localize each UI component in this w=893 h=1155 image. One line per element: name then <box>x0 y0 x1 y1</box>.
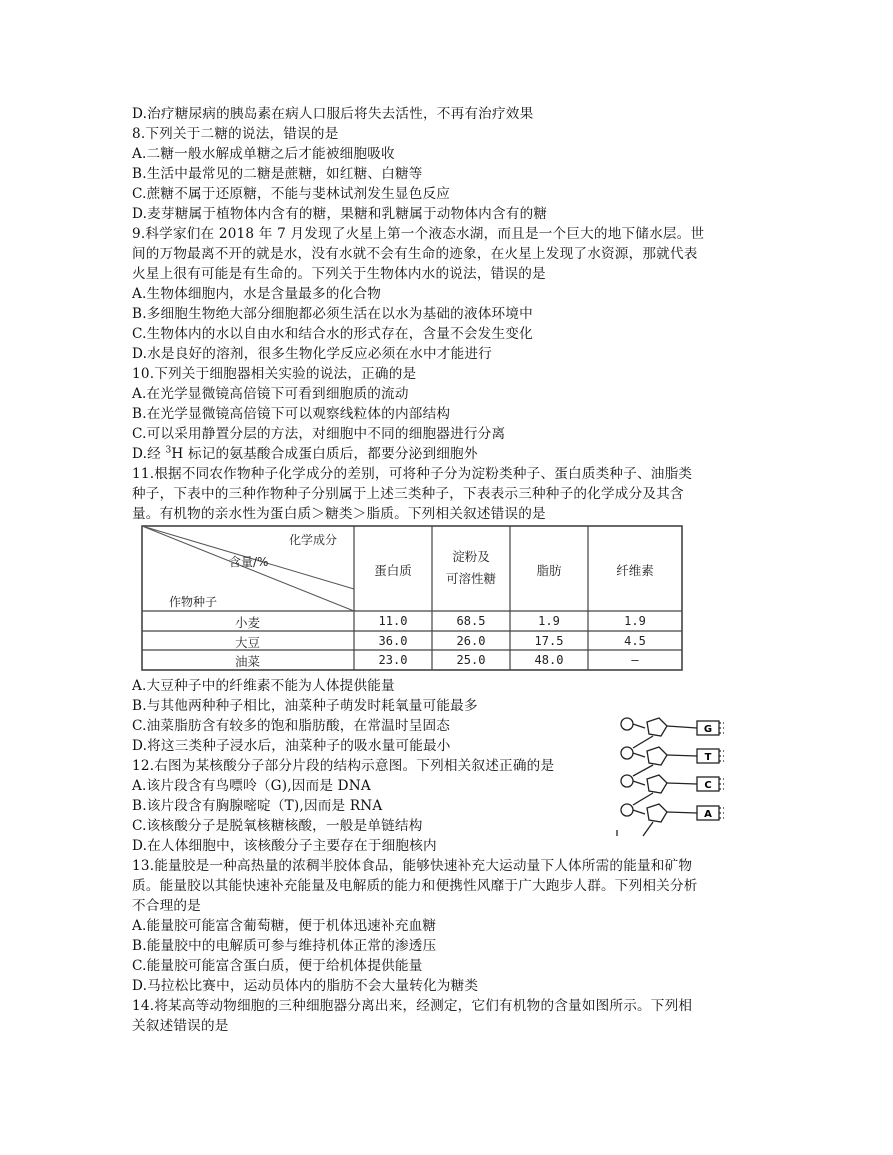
q10-option-d <box>132 444 478 464</box>
q10-option-b: B.在光学显微镜高倍镜下可以观察线粒体的内部结构 <box>132 406 451 422</box>
diag-header-top: 化学成分 <box>289 533 338 547</box>
base-label-g: G <box>703 724 713 735</box>
q13-option-b: B.能量胶中的电解质可参与维持机体正常的渗透压 <box>132 938 437 954</box>
diag-header-bottom: 作物种子 <box>169 595 218 609</box>
table-cell: 1.9 <box>538 614 560 628</box>
q9-option-b: B.多细胞生物绝大部分细胞都必须生活在以水为基础的液体环境中 <box>132 306 533 322</box>
q10-stem: 10.下列关于细胞器相关实验的说法，正确的是 <box>132 366 417 382</box>
q7-option-d: D.治疗糖尿病的胰岛素在病人口服后将失去活性，不再有治疗效果 <box>132 106 534 122</box>
q9-option-a: A.生物体细胞内，水是含量最多的化合物 <box>132 286 382 302</box>
q13-stem-line2: 质。能量胶以其能快速补充能量及电解质的能力和便携性风靡于广大跑步人群。下列相关分析 <box>132 878 698 894</box>
q10-d-superscript: 3 <box>165 445 172 456</box>
diag-header-mid: 含量/% <box>229 555 269 569</box>
row-label-wheat: 小麦 <box>234 615 260 630</box>
nucleotide-chain-figure <box>613 712 753 842</box>
q8-option-d: D.麦芽糖属于植物体内含有的糖，果糖和乳糖属于动物体内含有的糖 <box>132 206 548 222</box>
q9-stem-line2: 间的万物最离不开的就是水，没有水就不会有生命的迹象，在火星上发现了水资源，那就代表 <box>132 246 698 262</box>
q14-stem-line1: 14.将某高等动物细胞的三种细胞器分离出来，经测定，它们有机物的含量如图所示。下列相 <box>132 998 693 1014</box>
table-cell: 17.5 <box>534 634 564 648</box>
table-cell: 4.5 <box>624 634 646 648</box>
q11-stem-line3: 量。有机物的亲水性为蛋白质＞糖类＞脂质。下列相关叙述错误的是 <box>132 506 546 522</box>
row-label-rapeseed: 油菜 <box>234 654 260 669</box>
table-cell: 36.0 <box>378 634 408 648</box>
q11-option-c: C.油菜脂肪含有较多的饱和脂肪酸，在常温时呈固态 <box>132 718 451 734</box>
base-label-c: C <box>704 780 712 791</box>
q12-option-c: C.该核酸分子是脱氧核糖核酸，一般是单链结构 <box>132 818 423 834</box>
q13-option-d: D.马拉松比赛中，运动员体内的脂肪不会大量转化为糖类 <box>132 978 479 994</box>
col-header-protein: 蛋白质 <box>374 563 412 578</box>
q11-stem-line2: 种子，下表中的三种作物种子分别属于上述三类种子，下表表示三种种子的化学成分及其含 <box>132 486 684 502</box>
table-cell: — <box>631 653 639 667</box>
q12-stem: 12.右图为某核酸分子部分片段的结构示意图。下列相关叙述正确的是 <box>132 758 555 774</box>
col-header-starch-line2: 可溶性糖 <box>445 571 496 586</box>
q10-option-a: A.在光学显微镜高倍镜下可看到细胞质的流动 <box>132 386 409 402</box>
q8-option-b: B.生活中最常见的二糖是蔗糖，如红糖、白糖等 <box>132 166 423 182</box>
q8-option-c: C.蔗糖不属于还原糖，不能与斐林试剂发生显色反应 <box>132 186 451 202</box>
q11-stem-line1: 11.根据不同农作物种子化学成分的差别，可将种子分为淀粉类种子、蛋白质类种子、油脂类 <box>132 466 693 482</box>
q9-stem-line1: 9.科学家们在 2018 年 7 月发现了火星上第一个液态水湖，而且是一个巨大的地下储水层。世 <box>132 226 705 242</box>
col-header-fat: 脂肪 <box>536 563 562 578</box>
table-cell: 11.0 <box>378 614 408 628</box>
q11-option-a: A.大豆种子中的纤维素不能为人体提供能量 <box>132 678 395 694</box>
table-cell: 25.0 <box>456 653 486 667</box>
q12-option-d: D.在人体细胞中，该核酸分子主要存在于细胞核内 <box>132 838 437 854</box>
q8-option-a: A.二糖一般水解成单糖之后才能被细胞吸收 <box>132 146 395 162</box>
base-label-a: A <box>704 809 712 820</box>
base-label-t: T <box>704 752 712 763</box>
q13-option-a: A.能量胶可能富含葡萄糖，便于机体迅速补充血糖 <box>132 918 437 934</box>
q8-stem: 8.下列关于二糖的说法，错误的是 <box>132 126 339 142</box>
q13-option-c: C.能量胶可能富含蛋白质，便于给机体提供能量 <box>132 958 423 974</box>
table-cell: 26.0 <box>456 634 486 648</box>
q10-d-rest: H 标记的氨基酸合成蛋白质后，都要分泌到细胞外 <box>171 446 478 462</box>
col-header-starch-line1: 淀粉及 <box>452 549 490 564</box>
q11-option-d: D.将这三类种子浸水后，油菜种子的吸水量可能最小 <box>132 738 451 754</box>
q14-stem-line2: 关叙述错误的是 <box>132 1018 229 1034</box>
q9-stem-line3: 火星上很有可能是有生命的。下列关于生物体内水的说法，错误的是 <box>132 266 546 282</box>
table-cell: 68.5 <box>456 614 486 628</box>
q13-stem-line1: 13.能量胶是一种高热量的浓稠半胶体食品，能够快速补充大运动量下人体所需的能量和矿物 <box>132 858 693 874</box>
row-label-soybean: 大豆 <box>234 635 260 650</box>
table-cell: 48.0 <box>534 653 564 667</box>
seed-composition-table <box>141 525 683 671</box>
q9-option-d: D.水是良好的溶剂，很多生物化学反应必须在水中才能进行 <box>132 346 492 362</box>
table-cell: 1.9 <box>624 614 646 628</box>
q10-d-prefix: D.经 <box>132 446 166 462</box>
q12-option-a: A.该片段含有鸟嘌呤（G),因而是 DNA <box>132 778 371 794</box>
table-cell: 23.0 <box>378 653 408 667</box>
q12-option-b: B.该片段含有胸腺嘧啶（T),因而是 RNA <box>132 798 383 814</box>
q13-stem-line3: 不合理的是 <box>132 898 201 914</box>
q10-option-c: C.可以采用静置分层的方法，对细胞中不同的细胞器进行分离 <box>132 426 506 442</box>
col-header-cellulose: 纤维素 <box>616 563 654 578</box>
nucleotide-chain-drawing <box>613 712 753 842</box>
q11-option-b: B.与其他两种种子相比，油菜种子萌发时耗氧量可能最多 <box>132 698 478 714</box>
q9-option-c: C.生物体内的水以自由水和结合水的形式存在，含量不会发生变化 <box>132 326 533 342</box>
